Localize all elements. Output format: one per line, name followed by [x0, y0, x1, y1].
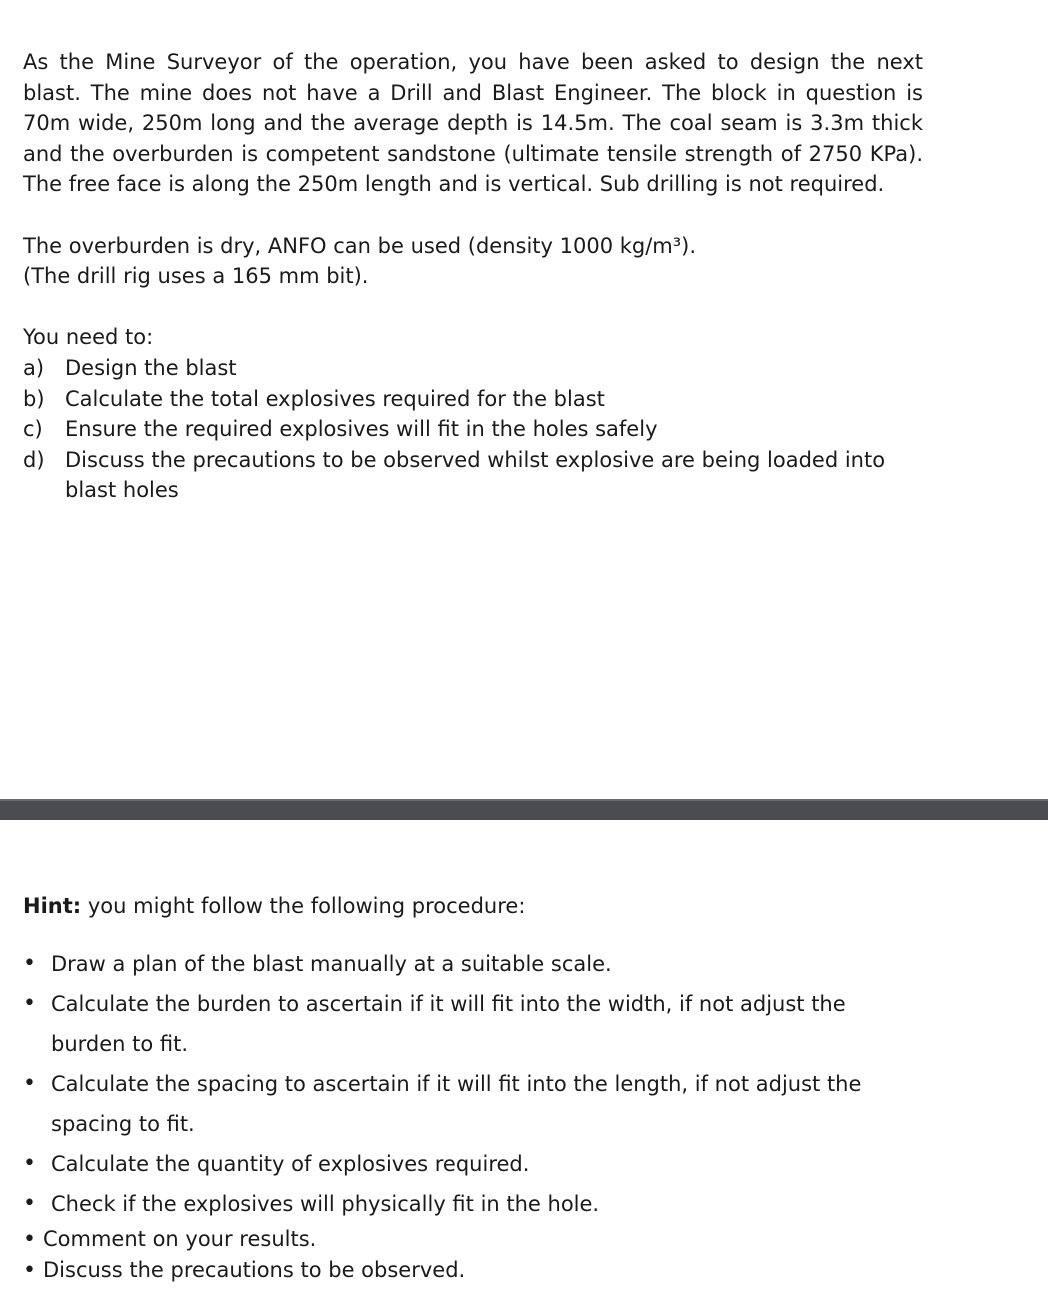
step-text: Calculate the burden to ascertain if it will fit into the width, if not adjust the burden to fit. [51, 992, 846, 1056]
step-text: Calculate the quantity of explosives required. [51, 1152, 530, 1176]
task-text: Design the blast [65, 355, 237, 380]
task-item [23, 414, 923, 445]
step-text: Discuss the precautions to be observed. [43, 1258, 466, 1282]
list-item [23, 1144, 1023, 1184]
list-item [23, 944, 1023, 984]
hint-intro [23, 891, 1023, 921]
task-item [23, 384, 923, 415]
step-text: Draw a plan of the blast manually at a suitable scale. [51, 952, 612, 976]
task-item [23, 353, 923, 384]
task-text: Ensure the required explosives will fit in the holes safely [65, 417, 658, 442]
hint-section [23, 891, 1023, 1286]
task-letter: c) [23, 417, 43, 442]
task-text: Calculate the total explosives required for the blast [65, 386, 605, 411]
tasks-list [23, 353, 923, 506]
list-item [23, 1255, 1023, 1286]
task-letter: d) [23, 447, 45, 472]
hint-closing-list [23, 1224, 1023, 1286]
tasks-heading: You need to: [23, 325, 154, 350]
conditions-line-2: (The drill rig uses a 165 mm bit). [23, 264, 369, 289]
bullet-icon: • [23, 991, 36, 1016]
step-text: Calculate the spacing to ascertain if it will fit into the length, if not adjust the spacing to fit. [51, 1072, 862, 1136]
step-text: Comment on your results. [43, 1227, 317, 1251]
task-item [23, 445, 923, 506]
bullet-icon: • [23, 951, 36, 976]
step-text: Check if the explosives will physically fit in the hole. [51, 1192, 600, 1216]
list-item [23, 1064, 1023, 1144]
intro-paragraph: As the Mine Surveyor of the operation, you have been asked to design the next blast. The mine does not have a Drill and Blast Engineer. The block in question is 70m wide, 250m long and the average depth is 14.5m. The coal seam is 3.3m thick and the overburden is competent sandstone (ultimate tensile strength of 2750 KPa). The free face is along the 250m length and is vertical. Sub drilling is not required. [23, 50, 923, 197]
list-item [23, 1224, 1023, 1255]
hint-steps-list [23, 944, 1023, 1224]
bullet-icon: • [23, 1151, 36, 1176]
bullet-icon: • [23, 1227, 36, 1252]
task-letter: b) [23, 386, 45, 411]
conditions-line-1: The overburden is dry, ANFO can be used (density 1000 kg/m³). [23, 233, 697, 258]
bullet-icon: • [23, 1258, 36, 1283]
task-letter: a) [23, 355, 45, 380]
task-text: Discuss the precautions to be observed whilst explosive are being loaded into blast holes [65, 447, 886, 503]
list-item [23, 1184, 1023, 1224]
bullet-icon: • [23, 1191, 36, 1216]
section-divider [0, 799, 1048, 820]
hint-label: Hint: [23, 894, 82, 918]
bullet-icon: • [23, 1071, 36, 1096]
list-item [23, 984, 1023, 1064]
problem-statement [23, 47, 923, 506]
hint-text: you might follow the following procedure: [81, 894, 526, 918]
